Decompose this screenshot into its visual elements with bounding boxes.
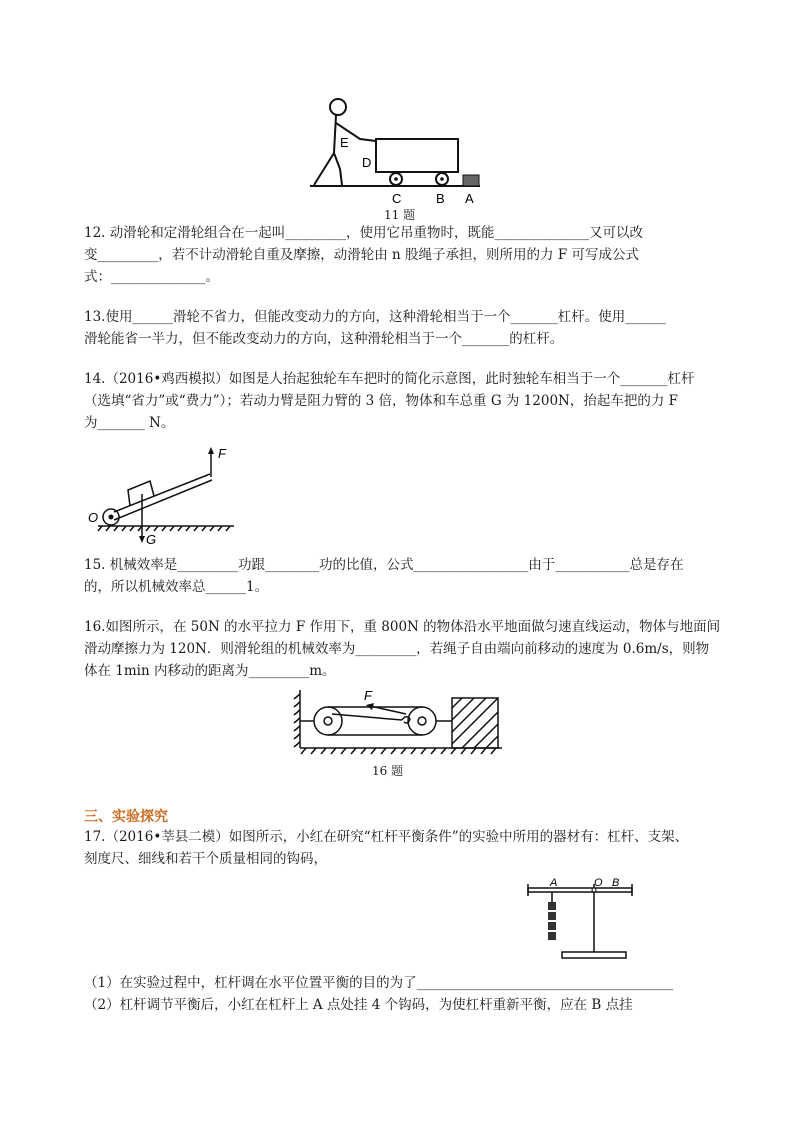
- q13-line1: 13.使用______滑轮不省力，但能改变动力的方向，这种滑轮相当于一个_______杠杆。使用______: [84, 309, 666, 325]
- label-f: F: [364, 688, 372, 703]
- q16-line2: 滑动摩擦力为 120N．则滑轮组的机械效率为_________，若绳子自由端向前移动的速度为 0.6m/s，则物: [84, 641, 710, 657]
- person-body: [334, 115, 336, 153]
- label-a: A: [550, 877, 558, 889]
- wheelbarrow-figure: [84, 444, 244, 548]
- fixed-pulley: [314, 707, 342, 735]
- q16-line1: 16.如图所示，在 50N 的水平拉力 F 作用下，重 800N 的物体沿水平地面做匀速直线运动，物体与地面间: [84, 619, 721, 635]
- q14-line2: （选填“省力”或“费力”）；若动力臂是阻力臂的 3 倍，物体和车总重 G 为 1200N，抬起车把的力 F: [84, 393, 679, 409]
- q12-line1: 12. 动滑轮和定滑轮组合在一起叫_________，使用它吊重物时，既能______________又可以改: [84, 225, 644, 241]
- q17-sub1: （1）在实验过程中，杠杆调在水平位置平衡的目的为了______________________________________: [84, 975, 674, 991]
- cart-caption: 11 题: [384, 208, 416, 222]
- q14-line3: 为_______ N。: [84, 415, 175, 431]
- label-a: A: [465, 191, 474, 206]
- person-leg-front: [334, 153, 342, 185]
- pulley-figure: [290, 686, 510, 758]
- q13-line2: 滑轮能省一半力，但不能改变动力的方向，这种滑轮相当于一个_______的杠杆。: [84, 331, 564, 347]
- person-leg-back: [314, 153, 334, 185]
- label-o: O: [88, 510, 99, 525]
- hook-weight-1: [548, 902, 556, 910]
- hook-weight-3: [548, 922, 556, 930]
- person-head: [330, 99, 346, 115]
- q12-line2: 变_________，若不计动滑轮自重及摩擦，动滑轮由 n 股绳子承担，则所用的力 F 可写成公式: [84, 247, 639, 263]
- lever-figure: [520, 876, 640, 966]
- q15-line1: 15. 机械效率是_________功跟________功的比值，公式_________________由于___________总是存在: [84, 557, 684, 573]
- q14-line1: 14.（2016•鸡西模拟）如图是人抬起独轮车车把时的简化示意图，此时独轮车相当于一个_______杠杆: [84, 371, 695, 387]
- q17-sub2: （2）杠杆调节平衡后，小红在杠杆上 A 点处挂 4 个钩码，为使杠杆重新平衡，应在 B 点挂: [84, 997, 633, 1013]
- section-title: 三、实验探究: [84, 809, 168, 825]
- label-b: B: [612, 877, 620, 889]
- obstacle-a: [463, 175, 479, 186]
- label-f: F: [218, 446, 226, 461]
- label-g: G: [146, 532, 157, 547]
- label-b: B: [436, 191, 445, 206]
- cart-figure: [300, 95, 500, 210]
- label-c: C: [392, 191, 402, 206]
- label-d: D: [362, 155, 372, 170]
- label-o: O: [594, 877, 603, 889]
- label-e: E: [340, 135, 349, 150]
- cart-box: [376, 139, 458, 172]
- hook-weight-4: [548, 932, 556, 940]
- q16-line3: 体在 1min 内移动的距离为_________m。: [84, 663, 336, 679]
- q17-line2: 刻度尺、细线和若干个质量相同的钩码，: [84, 851, 327, 867]
- hook-weight-2: [548, 912, 556, 920]
- movable-pulley: [408, 707, 436, 735]
- q15-line2: 的，所以机械效率总______1。: [84, 579, 269, 595]
- barrow-load: [128, 481, 154, 506]
- q12-line3: 式：______________。: [84, 269, 219, 285]
- q17-line1: 17.（2016•莘县二模）如图所示，小红在研究“杠杆平衡条件”的实验中所用的器材有：杠杆、支架、: [84, 829, 689, 845]
- pulley-caption: 16 题: [372, 764, 404, 778]
- stand-base: [562, 952, 626, 958]
